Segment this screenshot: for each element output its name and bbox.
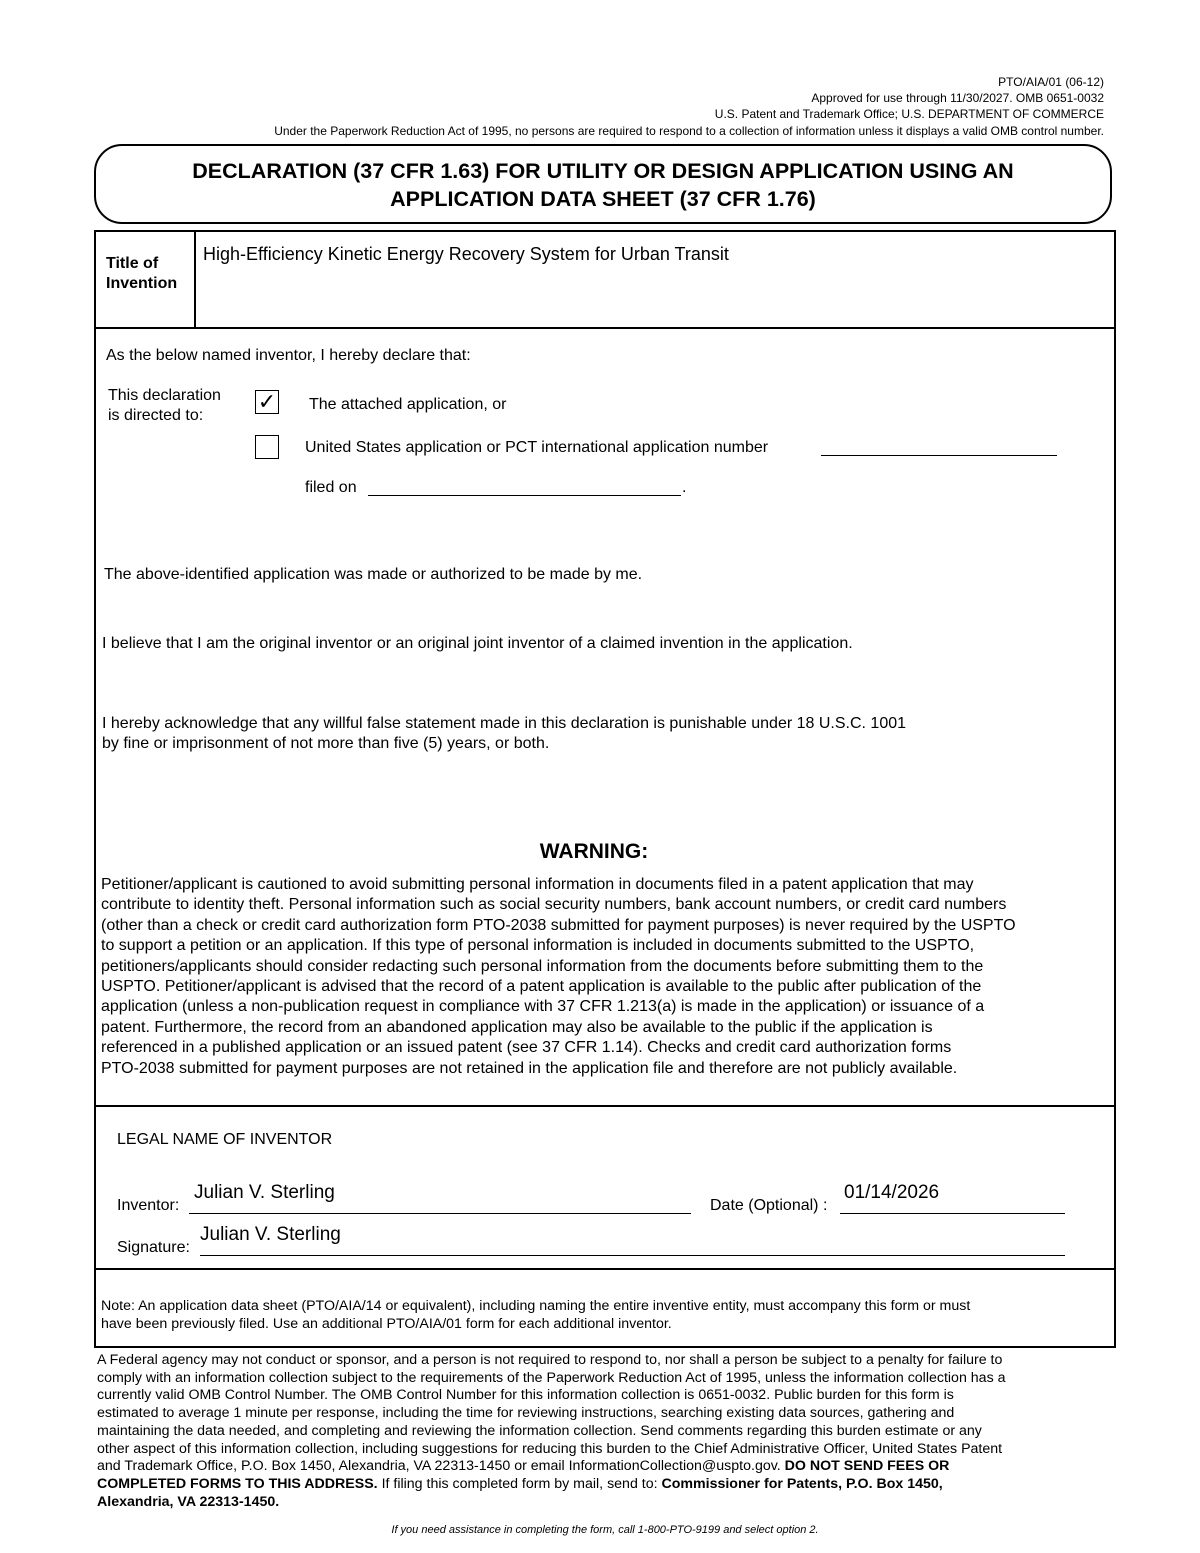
ads-note-line2: have been previously filed. Use an additional PTO/AIA/01 form for each additional inventor. <box>101 1316 672 1332</box>
statement-false-statement <box>102 714 906 754</box>
footer-line: other aspect of this information collection, including suggestions for reducing this burden to the Chief Administrative Officer, United States Patent <box>97 1440 1003 1457</box>
signature-field[interactable]: Julian V. Sterling <box>200 1224 341 1245</box>
warning-line: USPTO. Petitioner/applicant is advised that the record of a patent application is available to the public after publication of the <box>101 978 982 996</box>
invention-label <box>106 254 177 294</box>
invention-label-line1: Title of <box>106 255 159 272</box>
divider-warning <box>94 1105 1116 1107</box>
application-number-checkbox[interactable] <box>255 435 279 459</box>
signature-line <box>200 1255 1065 1256</box>
footer-line: maintaining the data needed, and completing and reviewing the information collection. Send comments regarding this burden estimate or any <box>97 1422 982 1439</box>
title-column-divider <box>194 230 196 329</box>
warning-line: patent. Furthermore, the record from an abandoned application may also be available to the public if the application is <box>101 1018 933 1036</box>
warning-line: Petitioner/applicant is cautioned to avoid submitting personal information in documents filed in a patent application that may <box>101 876 974 893</box>
signature-label: Signature: <box>117 1239 190 1256</box>
filed-on-field[interactable] <box>368 495 681 496</box>
assistance-note: If you need assistance in completing the form, call 1-800-PTO-9199 and select option 2. <box>391 1524 819 1536</box>
footer-line: comply with an information collection subject to the requirements of the Paperwork Reduction Act of 1995, unless the information collection has a <box>97 1369 1006 1386</box>
paperwork-notice: Under the Paperwork Reduction Act of 1995, no persons are required to respond to a collection of information unless it displays a valid OMB control number. <box>274 124 1104 138</box>
warning-line: petitioners/applicants should consider redacting such personal information from the documents before submitting them to the <box>101 957 984 975</box>
warning-line: (other than a check or credit card authorization form PTO-2038 submitted for payment purposes) is never required by the USPTO <box>101 916 1016 934</box>
inventor-label: Inventor: <box>117 1197 180 1214</box>
form-title-line2: APPLICATION DATA SHEET (37 CFR 1.76) <box>390 187 816 211</box>
application-number-label: United States application or PCT international application number <box>305 439 769 456</box>
approval-notice: Approved for use through 11/30/2027. OMB 0651-0032 <box>811 91 1104 105</box>
footer-line: currently valid OMB Control Number. The OMB Control Number for this information collection is 0651-0032. Public burden for this form is <box>97 1387 954 1404</box>
application-number-field[interactable] <box>821 455 1057 456</box>
invention-label-line2: Invention <box>106 275 178 292</box>
footer-line <box>97 1494 1109 1512</box>
filed-on-label: filed on <box>305 479 357 496</box>
footer-warning-bold: DO NOT SEND FEES OR <box>784 1458 950 1475</box>
footer-warning-bold: COMPLETED FORMS TO THIS ADDRESS. <box>97 1475 378 1492</box>
ads-note <box>101 1297 970 1333</box>
date-field[interactable]: 01/14/2026 <box>844 1182 940 1203</box>
directed-to-label <box>108 386 221 426</box>
agency-name: U.S. Patent and Trademark Office; U.S. DEPARTMENT OF COMMERCE <box>714 107 1104 121</box>
inventor-name-field[interactable]: Julian V. Sterling <box>194 1182 335 1203</box>
statement-original-inventor: I believe that I am the original inventor or an original joint inventor of a claimed invention in the application. <box>102 635 853 652</box>
inventor-line <box>189 1213 691 1214</box>
warning-text <box>101 875 1113 1079</box>
statement-false-line1: I hereby acknowledge that any willful false statement made in this declaration is punishable under 18 U.S.C. 1001 <box>102 715 907 732</box>
warning-line: to support a petition or an application. If this type of personal information is included in documents submitted to the USPTO, <box>101 937 975 955</box>
burden-statement <box>97 1352 1109 1511</box>
directed-to-line1: This declaration <box>108 387 221 404</box>
footer-line: A Federal agency may not conduct or sponsor, and a person is not required to respond to, nor shall a person be subject to a penalty for failure to <box>97 1352 1003 1368</box>
statement-authorized: The above-identified application was made or authorized to be made by me. <box>104 566 643 583</box>
warning-line: contribute to identity theft. Personal information such as social security numbers, bank account numbers, or credit card numbers <box>101 896 1007 914</box>
directed-to-line2: is directed to: <box>108 407 204 424</box>
declaration-intro: As the below named inventor, I hereby declare that: <box>106 347 471 364</box>
date-label: Date (Optional) : <box>710 1197 828 1214</box>
footer-line: estimated to average 1 minute per response, including the time for reviewing instructions, searching existing data sources, gathering and <box>97 1405 955 1422</box>
legal-name-heading: LEGAL NAME OF INVENTOR <box>117 1131 333 1148</box>
footer-commissioner-city: Alexandria, VA 22313-1450. <box>97 1493 280 1510</box>
footer-address-text: and Trademark Office, P.O. Box 1450, Alexandria, VA 22313-1450 or email InformationCollection@uspto.gov. <box>97 1458 785 1475</box>
form-frame <box>94 230 1116 1348</box>
footer-commissioner-address: Commissioner for Patents, P.O. Box 1450, <box>661 1475 943 1492</box>
footer-line <box>97 1458 1109 1476</box>
date-line <box>840 1213 1065 1214</box>
statement-false-line2: by fine or imprisonment of not more than five (5) years, or both. <box>102 735 550 752</box>
footer-line <box>97 1476 1109 1494</box>
form-title-line1: DECLARATION (37 CFR 1.63) FOR UTILITY OR DESIGN APPLICATION USING AN <box>192 159 1014 183</box>
divider-title <box>94 327 1116 329</box>
warning-line: referenced in a published application or an issued patent (see 37 CFR 1.14). Checks and credit card authorization forms <box>101 1039 952 1057</box>
divider-inventor <box>94 1268 1116 1270</box>
attached-application-label: The attached application, or <box>309 396 507 413</box>
warning-title: WARNING: <box>539 840 649 863</box>
ads-note-line1: Note: An application data sheet (PTO/AIA/14 or equivalent), including naming the entire inventive entity, must accompany this form or must <box>101 1298 971 1314</box>
invention-title-field[interactable]: High-Efficiency Kinetic Energy Recovery System for Urban Transit <box>203 244 729 264</box>
warning-line: PTO-2038 submitted for payment purposes are not retained in the application file and therefore are not publicly available. <box>101 1059 958 1077</box>
form-title <box>94 144 1112 224</box>
footer-mail-text: If filing this completed form by mail, send to: <box>377 1475 662 1492</box>
filed-on-period: . <box>682 479 687 496</box>
warning-line: application (unless a non-publication request in compliance with 37 CFR 1.213(a) is made in the application) or issuance of a <box>101 998 985 1016</box>
attached-application-checkbox[interactable]: ✓ <box>255 390 279 414</box>
form-id: PTO/AIA/01 (06-12) <box>998 75 1104 89</box>
